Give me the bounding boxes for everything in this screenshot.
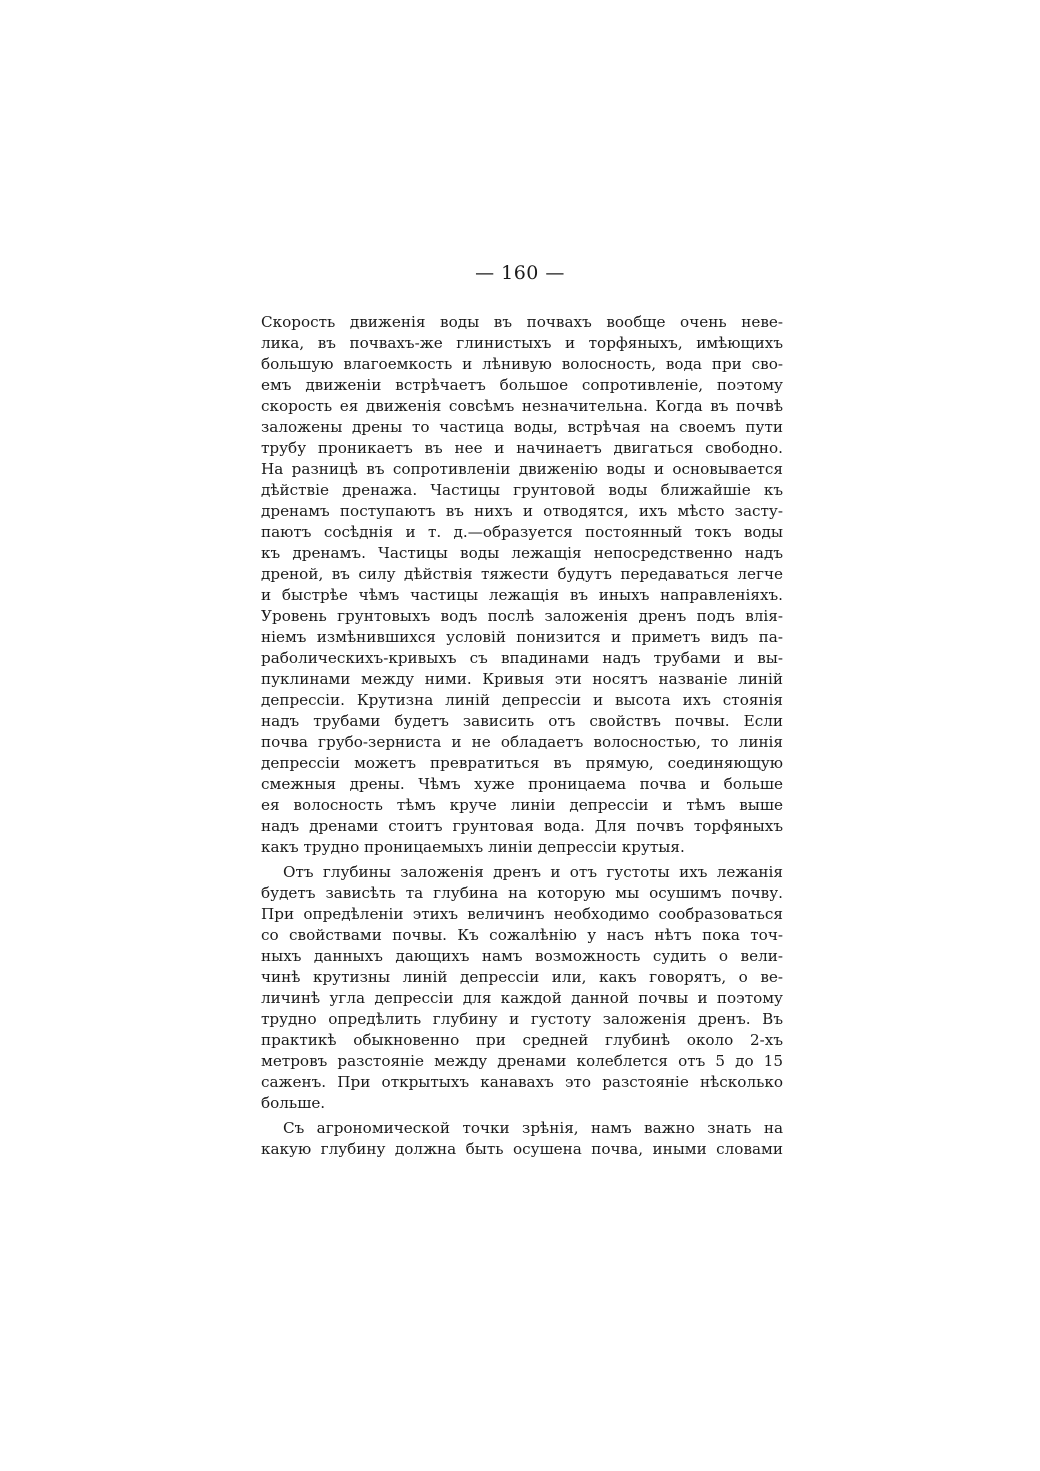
text-line: большую влагоемкость и лѣнивую волосность, вода при сво- [261,355,783,373]
text-line: надъ дренами стоитъ грунтовая вода. Для почвъ торфяныхъ [261,817,783,835]
text-line: надъ трубами будетъ зависить отъ свойствъ почвы. Если [261,712,783,730]
text-line: къ дренамъ. Частицы воды лежащія непосредственно надъ [261,544,783,562]
text-line: саженъ. При открытыхъ канавахъ это разстояніе нѣсколько [261,1073,783,1091]
text-line: Скорость движенія воды въ почвахъ вообще очень невe- [261,313,783,331]
text-line: смежныя дрены. Чѣмъ хуже проницаема почва и больше [261,775,783,793]
text-line: будетъ зависѣть та глубина на которую мы осушимъ почву. [261,884,783,902]
text-line: депрессіи. Крутизна линій депрессіи и высота ихъ стоянія [261,691,783,709]
text-line: ея волосность тѣмъ круче линіи депрессіи и тѣмъ выше [261,796,783,814]
paragraph [261,862,783,1114]
text-line: На разницѣ въ сопротивленіи движенію воды и основывается [261,460,783,478]
text-line: трудно опредѣлить глубину и густоту заложенія дренъ. Въ [261,1010,783,1028]
text-line: чинѣ крутизны линій депрессіи или, какъ говорятъ, о ве- [261,968,783,986]
text-line: почва грубо-зерниста и не обладаетъ волосностью, то линія [261,733,783,751]
text-line: трубу проникаетъ въ нее и начинаетъ двигаться свободно. [261,439,783,457]
text-line: ныхъ данныхъ дающихъ намъ возможность судить о вели- [261,947,783,965]
text-line: При опредѣленіи этихъ величинъ необходимо сообразоваться [261,905,783,923]
text-line: личинѣ угла депрессіи для каждой данной почвы и поэтому [261,989,783,1007]
text-line: ніемъ измѣнившихся условій понизится и приметъ видъ па- [261,628,783,646]
text-line: практикѣ обыкновенно при средней глубинѣ около 2-хъ [261,1031,783,1049]
text-line: паютъ сосѣднія и т. д.—образуется постоянный токъ воды [261,523,783,541]
text-line: со свойствами почвы. Къ сожалѣнію у насъ нѣтъ пока точ- [261,926,783,944]
text-line: больше. [261,1094,326,1112]
text-line: какую глубину должна быть осушена почва, иными словами [261,1140,783,1158]
body-text [261,312,783,1160]
text-line: пуклинами между ними. Кривыя эти носятъ названіе линій [261,670,783,688]
paragraph [261,1118,783,1160]
text-line: метровъ разстояніе между дренами колеблется отъ 5 до 15 [261,1052,783,1070]
text-line: депрессіи можетъ превратиться въ прямую, соединяющую [261,754,783,772]
text-line: раболическихъ-кривыхъ съ впадинами надъ трубами и вы- [261,649,783,667]
text-line: Отъ глубины заложенія дренъ и отъ густоты ихъ лежанія [283,863,783,881]
text-line: дѣйствіе дренажа. Частицы грунтовой воды ближайшіе къ [261,481,783,499]
text-line: скорость ея движенія совсѣмъ незначительна. Когда въ почвѣ [261,397,783,415]
text-line: дренамъ поступаютъ въ нихъ и отводятся, ихъ мѣсто засту- [261,502,783,520]
text-line: заложены дрены то частица воды, встрѣчая на своемъ пути [261,418,783,436]
text-line: и быстрѣе чѣмъ частицы лежащія въ иныхъ направленіяхъ. [261,586,783,604]
text-line: емъ движеніи встрѣчаетъ большое сопротивленіе, поэтому [261,376,783,394]
text-line: дреной, въ силу дѣйствія тяжести будутъ передаваться легче [261,565,783,583]
text-line: Съ агрономической точки зрѣнія, намъ важно знать на [283,1119,783,1137]
paragraph [261,312,783,858]
text-line: какъ трудно проницаемыхъ линіи депрессіи крутыя. [261,838,685,856]
text-line: Уровень грунтовыхъ водъ послѣ заложенія дренъ подъ влія- [261,607,783,625]
text-line: лика, въ почвахъ-же глинистыхъ и торфяныхъ, имѣющихъ [261,334,783,352]
page-number: — 160 — [475,262,565,284]
